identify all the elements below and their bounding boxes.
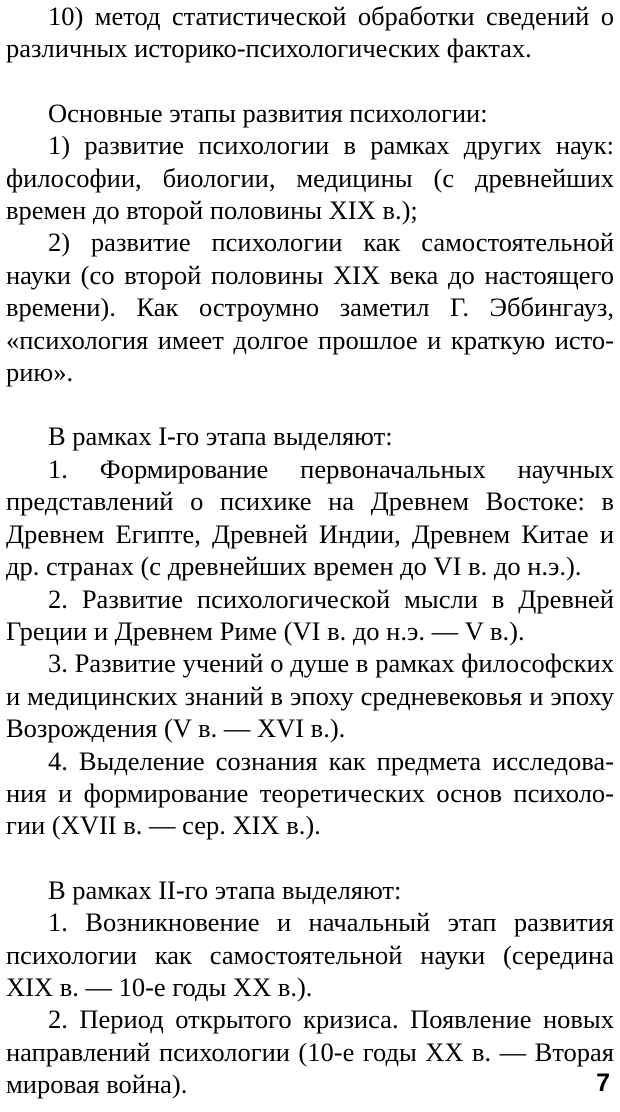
paragraph-stage-1: 1) развитие психологии в рамках других наук: философии, биологии, медицины (с древнейших времен до второй половины XIX в.); [6,130,614,226]
paragraph-stage-ii-item-2: 2. Период открытого кризиса. Появление новых направлений психологии (10-е годы XX в. — Вторая мировая война). [6,1004,614,1100]
paragraph-main-stages-heading: Основные этапы развития психологии: [48,97,488,128]
page-text [6,0,614,1101]
paragraph-stage-i-item-2: 2. Развитие психологической мысли в Древней Греции и Древнем Риме (VI в. до н.э. — V в.). [6,583,614,646]
paragraph-stage-ii-heading: В рамках II-го этапа выделяют: [48,874,402,905]
paragraph-stage-2: 2) развитие психологии как самостоятельной науки (со второй половины XIX века до настоящего времени). Как остроумно заметил Г. Эббингауз, «психология имеет долгое прошлое и краткую историю». [6,227,614,388]
page-number: 7 [596,1069,610,1097]
paragraph-method-10: 10) метод статистической обработки сведений о различных историко-психологических фактах. [6,1,614,64]
paragraph-stage-ii-item-1: 1. Возникновение и начальный этап развития психологии как самостоятельной науки (середина XIX в. — 10-е годы XX в.). [6,907,614,1002]
paragraph-stage-i-item-1: 1. Формирование первоначальных научных представлений о психике на Древнем Востоке: в Древнем Египте, Древней Индии, Древнем Китае и др. странах (с древнейших времен до VI в. до н.э.). [6,453,614,582]
paragraph-stage-i-heading: В рамках I-го этапа выделяют: [48,421,393,452]
paragraph-stage-i-item-4: 4. Выделение сознания как предмета исследования и формирование теоретических основ психологии (XVII в. — сер. XIX в.). [6,745,614,841]
paragraph-stage-i-item-3: 3. Развитие учений о душе в рамках философских и медицинских знаний в эпоху средневековья и эпоху Возрождения (V в. — XVI в.). [6,648,614,744]
